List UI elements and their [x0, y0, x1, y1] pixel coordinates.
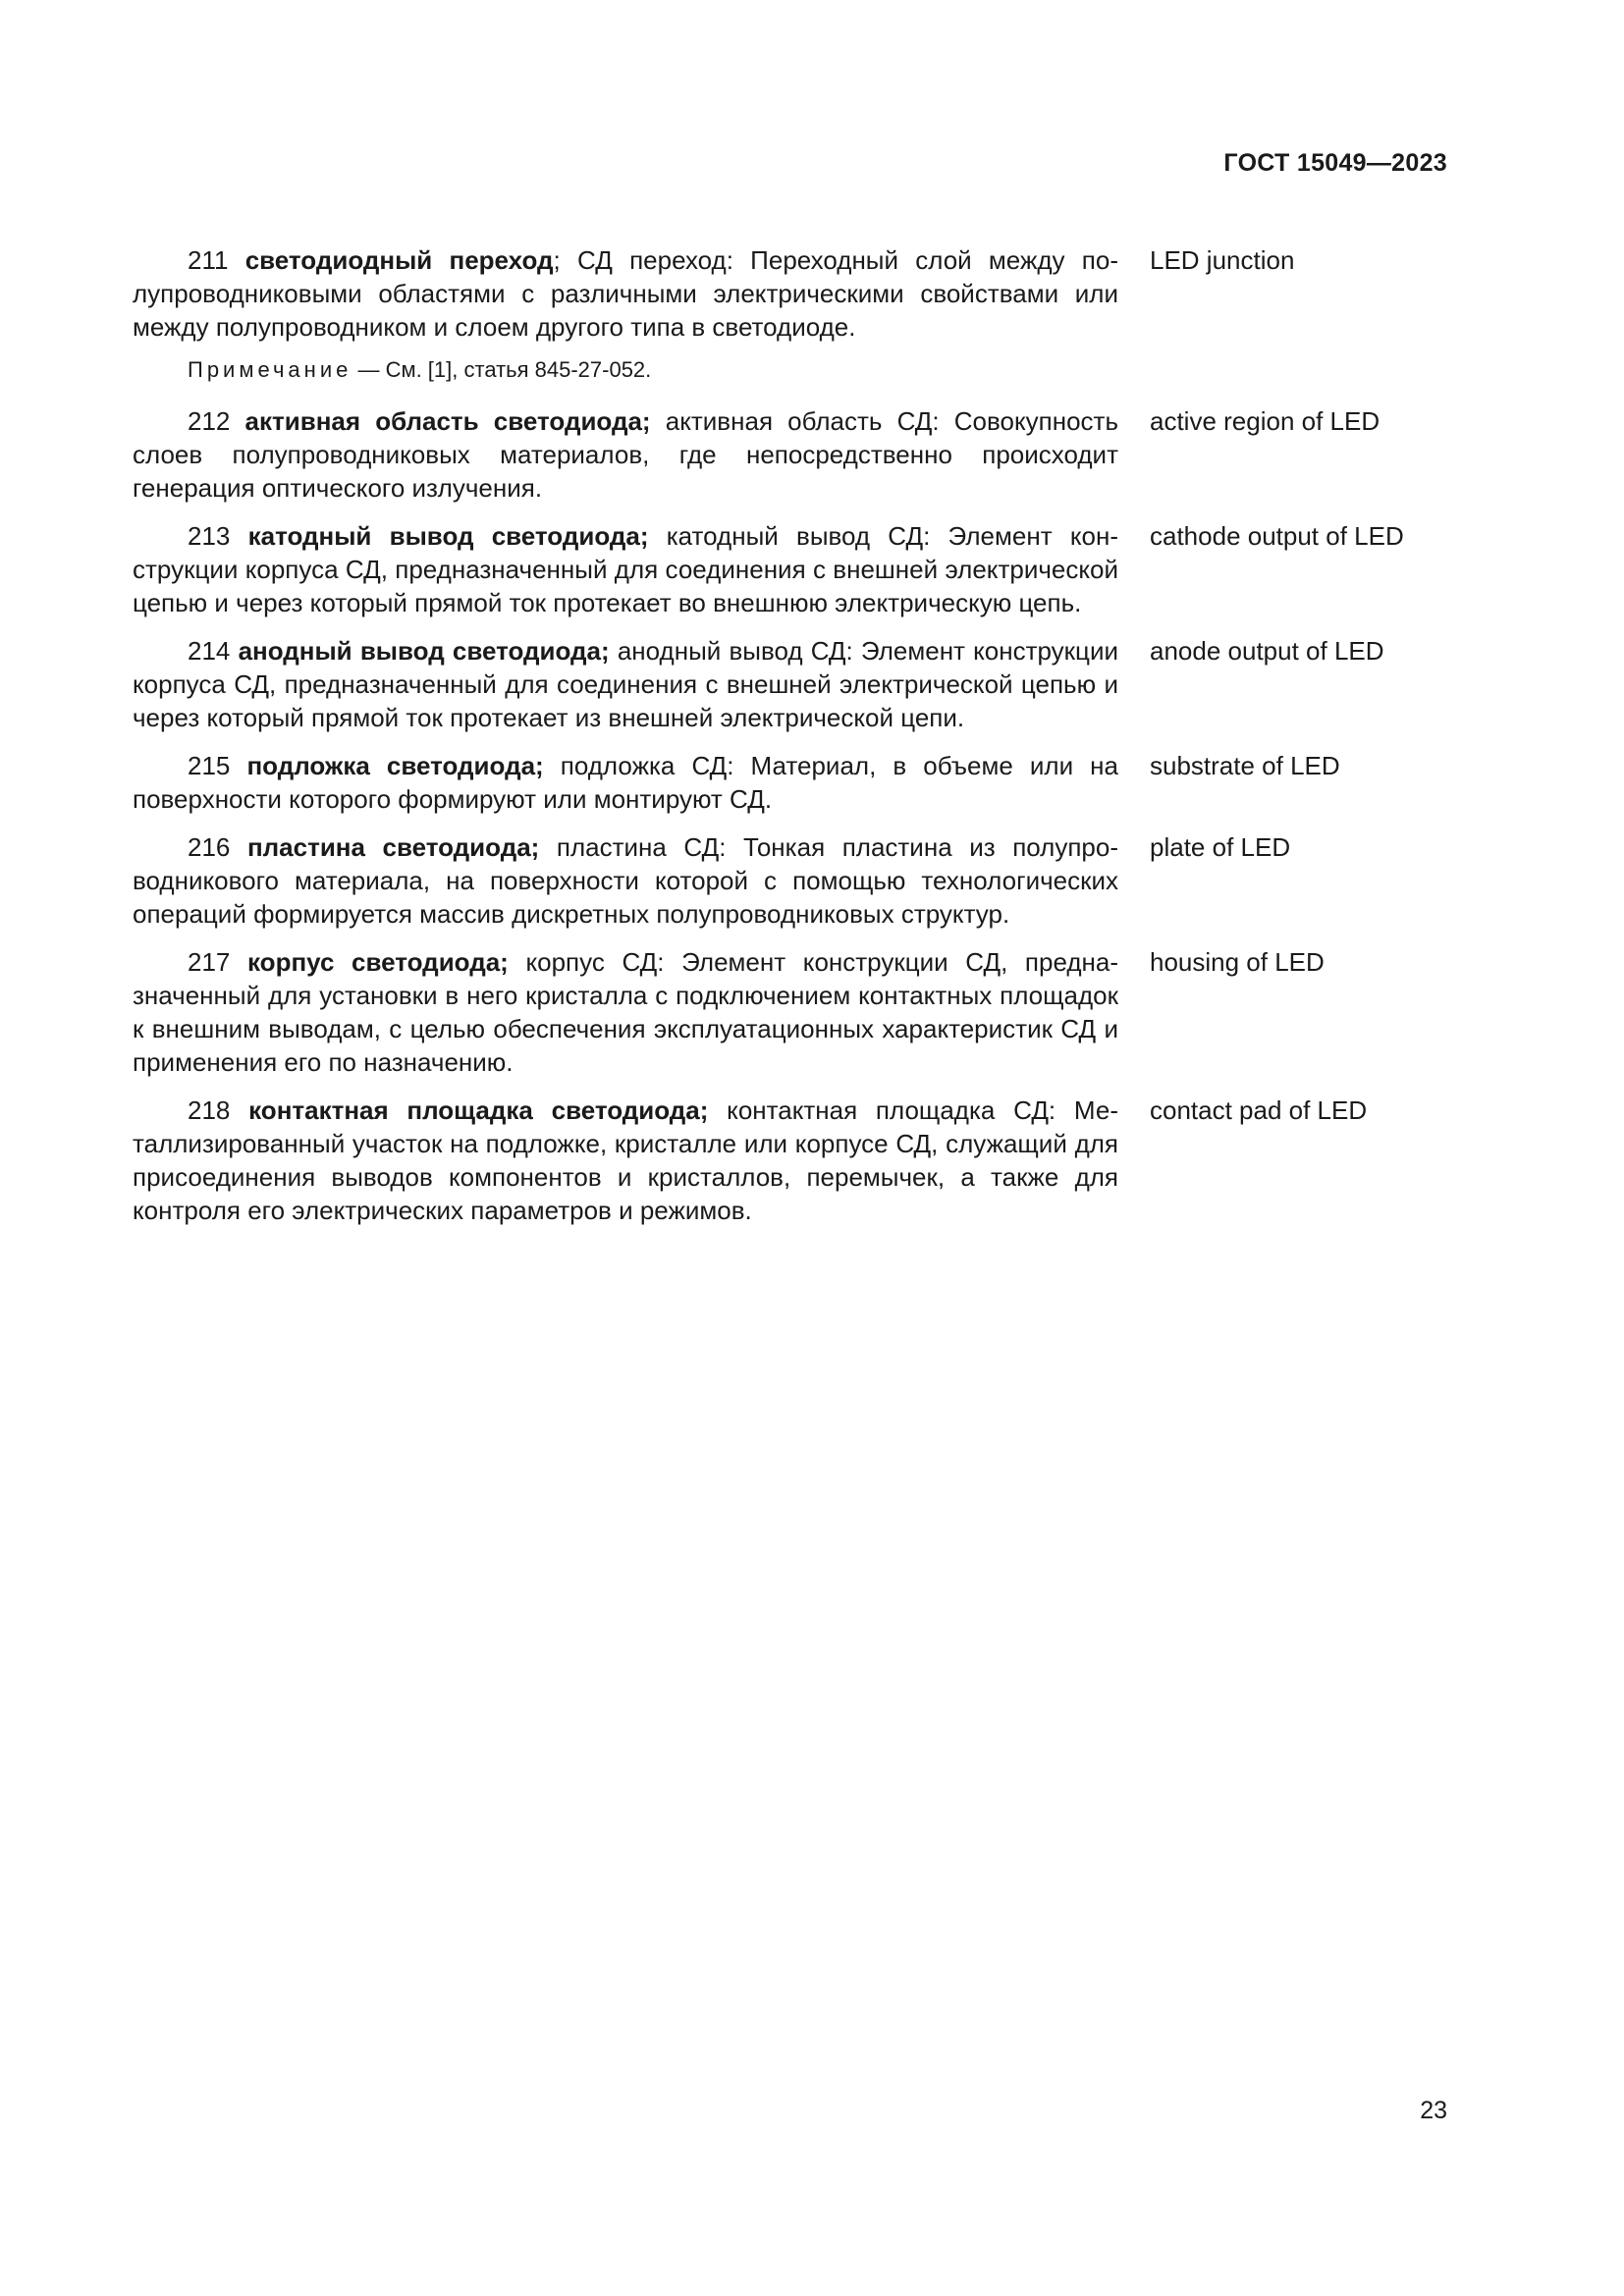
term-definition-ru: [133, 404, 1118, 505]
term-definition-ru: [133, 634, 1118, 734]
term-entry-211: [133, 243, 1448, 344]
page-number: 23: [1420, 2097, 1447, 2124]
term-definition: катодный вывод СД: Элемент конструкции корпуса СД, предназначенный для соединения с внешней электрической цепью и через который прямой ток протекает во внешнюю электрическую цепь.: [133, 521, 1118, 617]
term-entry-214: [133, 634, 1448, 734]
term-name: пластина светодиода;: [246, 832, 540, 862]
term-name: подложка светодиода;: [246, 751, 544, 780]
term-number: 211: [188, 245, 229, 275]
note: [133, 355, 1118, 385]
terms-list: [133, 243, 1448, 1242]
term-entry-217: [133, 945, 1448, 1079]
term-name: светодиодный переход: [244, 245, 554, 275]
term-number: 217: [188, 947, 231, 977]
term-number: 216: [188, 832, 231, 862]
term-definition: активная область СД: Совокупность слоев полупроводниковых материалов, где непосредственно происходит генерация оптического излучения.: [133, 406, 1118, 503]
term-definition: контактная площадка СД: Металлизированный участок на подложке, кристалле или корпусе СД, служащий для присоединения выводов компонентов и кристаллов, перемычек, а также для контроля его электрических параметров и режимов.: [133, 1095, 1118, 1225]
term-entry-212: [133, 404, 1448, 505]
term-english: housing of LED: [1150, 947, 1325, 977]
term-number: 215: [188, 751, 231, 780]
note-text: — См. [1], статья 845-27-052.: [352, 357, 652, 382]
term-number: 212: [188, 406, 231, 436]
term-english: contact pad of LED: [1150, 1095, 1368, 1125]
term-definition-ru: [133, 1094, 1118, 1227]
term-definition-ru: [133, 243, 1118, 344]
page-header: ГОСТ 15049—2023: [1223, 149, 1447, 177]
term-definition: пластина СД: Тонкая пластина из полупроводникового материала, на поверхности которой с помощью технологических операций формируется массив дискретных полупроводниковых структур.: [133, 832, 1119, 929]
term-name: контактная площадка светодиода;: [248, 1095, 709, 1125]
term-separator: ;: [553, 245, 561, 275]
term-entry-218: [133, 1094, 1448, 1227]
term-english: plate of LED: [1150, 832, 1291, 862]
term-english: cathode output of LED: [1150, 521, 1404, 551]
term-definition-ru: [133, 945, 1118, 1079]
term-definition: подложка СД: Материал, в объеме или на поверхности которого формируют или монтируют СД.: [133, 751, 1118, 814]
term-entry-213: [133, 519, 1448, 619]
term-english: LED junction: [1150, 245, 1295, 275]
note-label: Примечание: [188, 357, 352, 382]
term-definition: анодный вывод СД: Элемент конструкции корпуса СД, предназначенный для соединения с внешней электрической цепью и через который прямой ток протекает из внешней электрической цепи.: [133, 636, 1118, 732]
term-name: катодный вывод светодиода;: [247, 521, 649, 551]
term-english: active region of LED: [1150, 406, 1380, 436]
term-number: 213: [188, 521, 231, 551]
term-definition: корпус СД: Элемент конструкции СД, предназначенный для установки в него кристалла с подключением контактных площадок к внешним выводам, с целью обеспечения эксплуатационных характеристик СД и применения его по назначению.: [133, 947, 1118, 1077]
term-definition-ru: [133, 830, 1118, 931]
term-name: активная область светодиода;: [244, 406, 651, 436]
term-definition-ru: [133, 519, 1118, 619]
term-number: 214: [188, 636, 231, 666]
term-entry-215: [133, 749, 1448, 816]
term-name: корпус светодиода;: [247, 947, 509, 977]
term-definition-ru: [133, 749, 1118, 816]
term-english: anode output of LED: [1150, 636, 1384, 666]
term-entry-216: [133, 830, 1448, 931]
term-english: substrate of LED: [1150, 751, 1340, 780]
term-name: анодный вывод светодиода;: [238, 636, 610, 666]
term-number: 218: [188, 1095, 231, 1125]
term-definition: СД переход: Переходный слой между полупроводниковыми областями с различными электрическими свойствами или между полупроводником и слоем другого типа в светодиоде.: [133, 245, 1118, 342]
